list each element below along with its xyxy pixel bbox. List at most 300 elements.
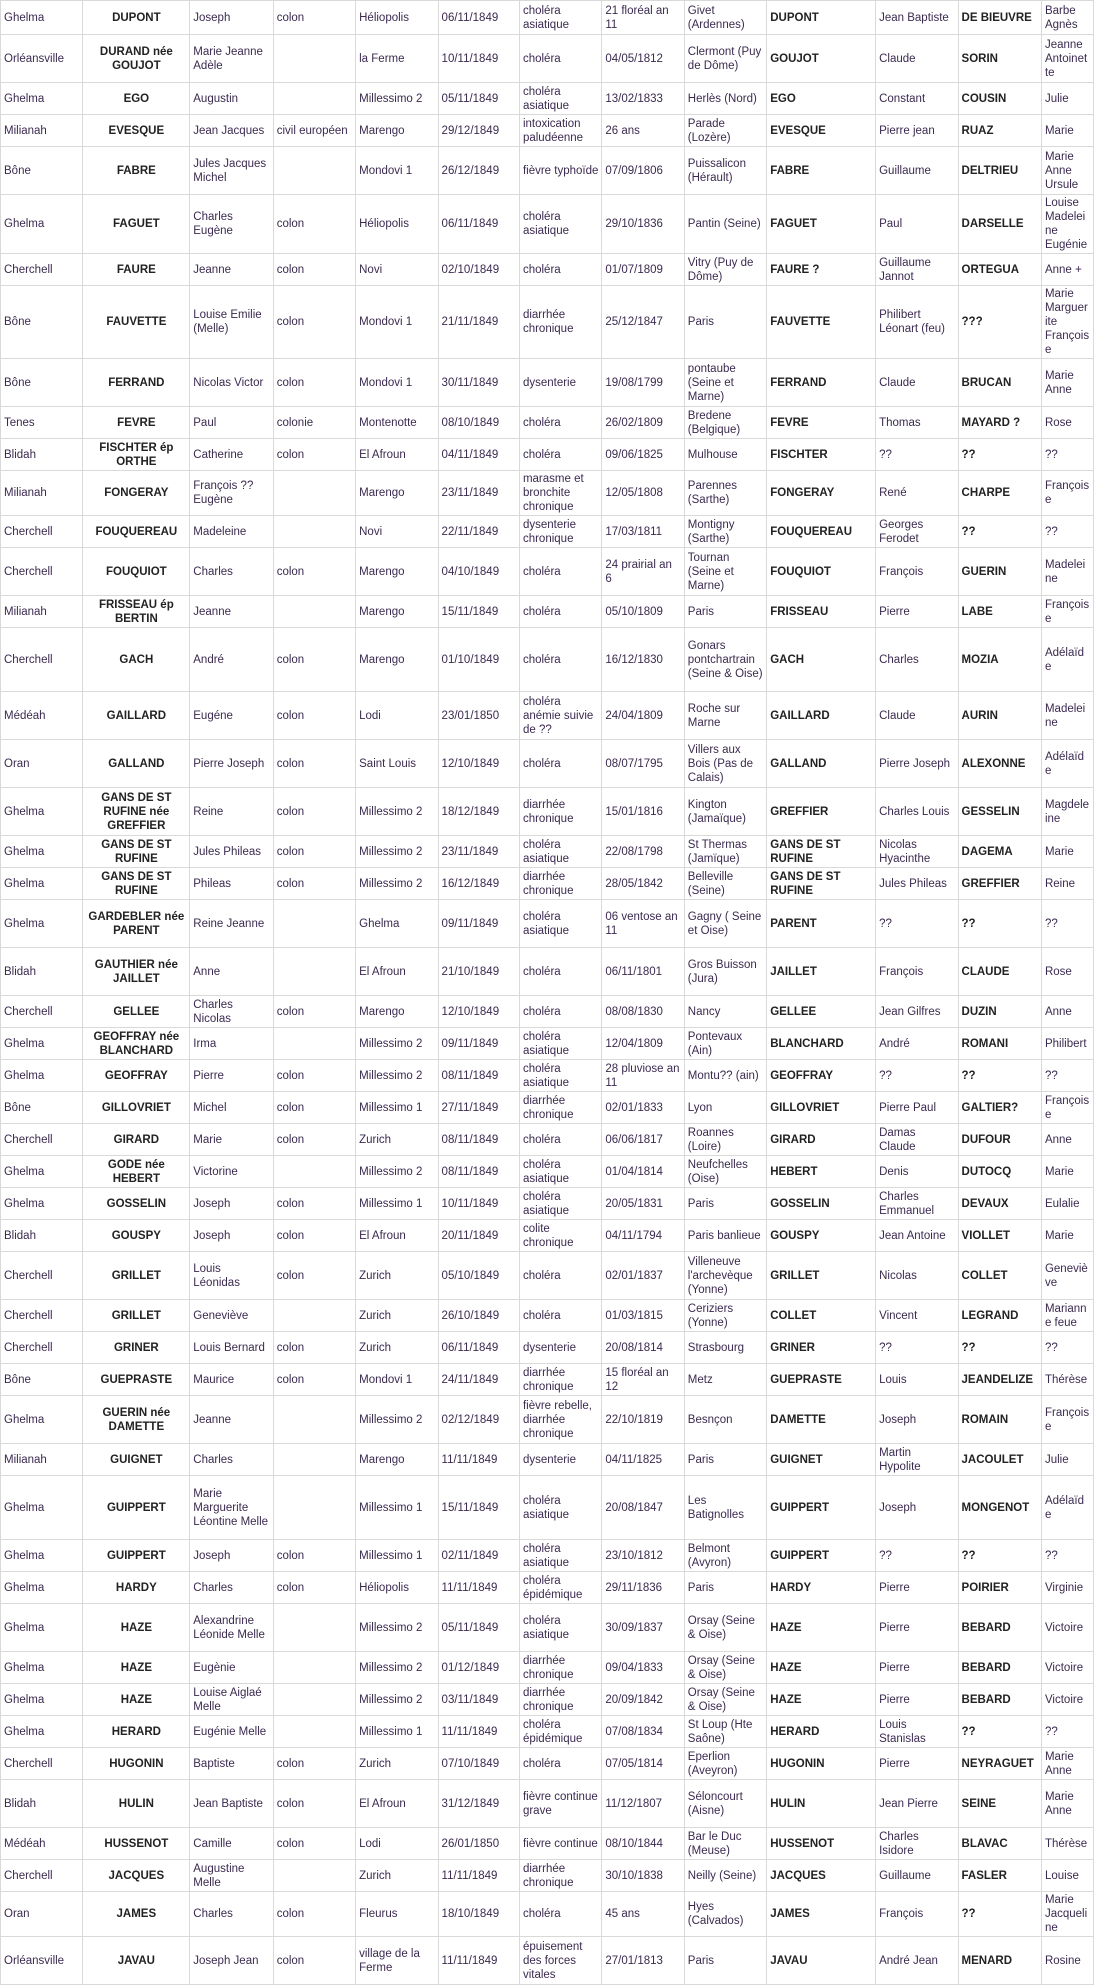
mother-first-name-cell: Barbe Agnès — [1041, 1, 1093, 35]
death-date-cell: 30/11/1849 — [438, 359, 519, 407]
mother-first-name-cell: Adélaïde — [1041, 628, 1093, 692]
birth-place-cell: Roche sur Marne — [684, 692, 766, 740]
death-date-cell: 05/10/1849 — [438, 1252, 519, 1300]
village-cell: Marengo — [356, 628, 438, 692]
status-cell — [273, 1684, 355, 1716]
death-date-cell: 26/12/1849 — [438, 147, 519, 195]
status-cell: colon — [273, 1572, 355, 1604]
mother-surname-cell: COUSIN — [958, 83, 1041, 115]
death-date-cell: 26/10/1849 — [438, 1300, 519, 1332]
death-date-cell: 10/11/1849 — [438, 1188, 519, 1220]
father-first-name-cell: Claude — [876, 692, 958, 740]
father-first-name-cell: Joseph — [876, 1476, 958, 1540]
mother-surname-cell: BEBARD — [958, 1684, 1041, 1716]
birth-place-cell: St Loup (Hte Saône) — [684, 1716, 766, 1748]
status-cell: colon — [273, 628, 355, 692]
birth-place-cell: Orsay (Seine & Oise) — [684, 1684, 766, 1716]
father-first-name-cell: Pierre — [876, 1604, 958, 1652]
place-cell: Ghelma — [1, 1572, 83, 1604]
place-cell: Blidah — [1, 439, 83, 471]
first-name-cell: Eugéne — [190, 692, 273, 740]
surname-cell: FISCHTER ép ORTHE — [83, 439, 190, 471]
first-name-cell: Marie Jeanne Adèle — [190, 35, 273, 83]
surname-cell: JACQUES — [83, 1860, 190, 1892]
mother-first-name-cell: Anne — [1041, 996, 1093, 1028]
surname-cell: GANS DE ST RUFINE — [83, 868, 190, 900]
village-cell: Millessimo 1 — [356, 1540, 438, 1572]
village-cell: Zurich — [356, 1860, 438, 1892]
village-cell: Montenotte — [356, 407, 438, 439]
mother-first-name-cell: ?? — [1041, 439, 1093, 471]
village-cell: Novi — [356, 254, 438, 286]
birth-place-cell: Paris — [684, 1188, 766, 1220]
village-cell: Millessimo 2 — [356, 836, 438, 868]
status-cell — [273, 1396, 355, 1444]
table-row — [1, 1, 1094, 35]
mother-surname-cell: BEBARD — [958, 1652, 1041, 1684]
mother-surname-cell: ?? — [958, 1540, 1041, 1572]
birth-place-cell: pontaube (Seine et Marne) — [684, 359, 766, 407]
table-row — [1, 516, 1094, 548]
birth-place-cell: Mulhouse — [684, 439, 766, 471]
cause-cell: diarrhée chronique — [519, 788, 601, 836]
village-cell: village de la Ferme — [356, 1937, 438, 1985]
register-rows — [1, 1, 1094, 1985]
death-date-cell: 02/10/1849 — [438, 254, 519, 286]
birth-place-cell: Belmont (Avyron) — [684, 1540, 766, 1572]
father-first-name-cell: Georges Ferodet — [876, 516, 958, 548]
mother-surname-cell: MENARD — [958, 1937, 1041, 1985]
mother-first-name-cell: Victoire — [1041, 1652, 1093, 1684]
mother-first-name-cell: Marie Anne — [1041, 1748, 1093, 1780]
mother-surname-cell: DEVAUX — [958, 1188, 1041, 1220]
mother-surname-cell: BEBARD — [958, 1604, 1041, 1652]
first-name-cell: Charles Nicolas — [190, 996, 273, 1028]
cause-cell: dysenterie — [519, 359, 601, 407]
table-row — [1, 596, 1094, 628]
cause-cell: choléra asiatique — [519, 1604, 601, 1652]
birth-place-cell: Vitry (Puy de Dôme) — [684, 254, 766, 286]
table-row — [1, 1332, 1094, 1364]
father-first-name-cell: Jean Gilfres — [876, 996, 958, 1028]
mother-surname-cell: NEYRAGUET — [958, 1748, 1041, 1780]
father-surname-cell: DAMETTE — [767, 1396, 876, 1444]
table-row — [1, 1444, 1094, 1476]
first-name-cell: Pierre Joseph — [190, 740, 273, 788]
place-cell: Bône — [1, 1092, 83, 1124]
mother-first-name-cell: Rose — [1041, 948, 1093, 996]
first-name-cell: Charles — [190, 1444, 273, 1476]
birth-date-cell: 09/06/1825 — [602, 439, 684, 471]
birth-date-cell: 15 floréal an 12 — [602, 1364, 684, 1396]
place-cell: Blidah — [1, 948, 83, 996]
table-row — [1, 1716, 1094, 1748]
father-first-name-cell: Claude — [876, 359, 958, 407]
village-cell: Fleurus — [356, 1892, 438, 1937]
father-surname-cell: HUSSENOT — [767, 1828, 876, 1860]
death-date-cell: 22/11/1849 — [438, 516, 519, 548]
mother-first-name-cell: Thérèse — [1041, 1364, 1093, 1396]
village-cell: Lodi — [356, 1828, 438, 1860]
surname-cell: GANS DE ST RUFINE — [83, 836, 190, 868]
death-date-cell: 24/11/1849 — [438, 1364, 519, 1396]
father-first-name-cell: Charles Isidore — [876, 1828, 958, 1860]
surname-cell: GIRARD — [83, 1124, 190, 1156]
father-surname-cell: HUGONIN — [767, 1748, 876, 1780]
father-surname-cell: COLLET — [767, 1300, 876, 1332]
father-surname-cell: GACH — [767, 628, 876, 692]
first-name-cell: François ?? Eugène — [190, 471, 273, 516]
village-cell: Millessimo 2 — [356, 1396, 438, 1444]
cause-cell: dysenterie — [519, 1444, 601, 1476]
place-cell: Orléansville — [1, 1937, 83, 1985]
first-name-cell: Louise Emilie (Melle) — [190, 286, 273, 359]
surname-cell: JAMES — [83, 1892, 190, 1937]
status-cell: colon — [273, 1124, 355, 1156]
place-cell: Cherchell — [1, 1252, 83, 1300]
village-cell: Mondovi 1 — [356, 359, 438, 407]
father-first-name-cell: Jean Antoine — [876, 1220, 958, 1252]
birth-date-cell: 26 ans — [602, 115, 684, 147]
place-cell: Orléansville — [1, 35, 83, 83]
father-surname-cell: GUIGNET — [767, 1444, 876, 1476]
table-row — [1, 836, 1094, 868]
surname-cell: GAILLARD — [83, 692, 190, 740]
status-cell — [273, 35, 355, 83]
mother-first-name-cell: Philibert — [1041, 1028, 1093, 1060]
cause-cell: fièvre continue grave — [519, 1780, 601, 1828]
place-cell: Ghelma — [1, 1396, 83, 1444]
father-surname-cell: HERARD — [767, 1716, 876, 1748]
mother-first-name-cell: Adélaïde — [1041, 1476, 1093, 1540]
table-row — [1, 1780, 1094, 1828]
table-row — [1, 195, 1094, 254]
birth-date-cell: 07/05/1814 — [602, 1748, 684, 1780]
status-cell — [273, 1156, 355, 1188]
cause-cell: dysenterie chronique — [519, 516, 601, 548]
father-first-name-cell: Pierre Paul — [876, 1092, 958, 1124]
birth-date-cell: 12/04/1809 — [602, 1028, 684, 1060]
birth-date-cell: 07/09/1806 — [602, 147, 684, 195]
surname-cell: GANS DE ST RUFINE née GREFFIER — [83, 788, 190, 836]
mother-surname-cell: BLAVAC — [958, 1828, 1041, 1860]
mother-first-name-cell: ?? — [1041, 1332, 1093, 1364]
table-row — [1, 1028, 1094, 1060]
birth-place-cell: Neufchelles (Oise) — [684, 1156, 766, 1188]
birth-place-cell: Parennes (Sarthe) — [684, 471, 766, 516]
cause-cell: épuisement des forces vitales — [519, 1937, 601, 1985]
birth-place-cell: Metz — [684, 1364, 766, 1396]
first-name-cell: Jeanne — [190, 596, 273, 628]
mother-surname-cell: DARSELLE — [958, 195, 1041, 254]
death-date-cell: 21/11/1849 — [438, 286, 519, 359]
place-cell: Milianah — [1, 1444, 83, 1476]
birth-place-cell: Séloncourt (Aisne) — [684, 1780, 766, 1828]
birth-place-cell: Gros Buisson (Jura) — [684, 948, 766, 996]
place-cell: Bône — [1, 147, 83, 195]
mother-surname-cell: ?? — [958, 900, 1041, 948]
first-name-cell: Paul — [190, 407, 273, 439]
table-row — [1, 948, 1094, 996]
table-row — [1, 1364, 1094, 1396]
village-cell: Mondovi 1 — [356, 286, 438, 359]
mother-first-name-cell: Rosine — [1041, 1937, 1093, 1985]
table-row — [1, 1476, 1094, 1540]
status-cell: colon — [273, 195, 355, 254]
mother-first-name-cell: Françoise — [1041, 1092, 1093, 1124]
first-name-cell: Madeleine — [190, 516, 273, 548]
cause-cell: diarrhée chronique — [519, 286, 601, 359]
father-surname-cell: GELLEE — [767, 996, 876, 1028]
first-name-cell: Jules Jacques Michel — [190, 147, 273, 195]
birth-date-cell: 17/03/1811 — [602, 516, 684, 548]
status-cell: colon — [273, 1748, 355, 1780]
birth-place-cell: Bar le Duc (Meuse) — [684, 1828, 766, 1860]
birth-place-cell: Montigny (Sarthe) — [684, 516, 766, 548]
death-date-cell: 04/10/1849 — [438, 548, 519, 596]
mother-surname-cell: ALEXONNE — [958, 740, 1041, 788]
village-cell: Millessimo 1 — [356, 1092, 438, 1124]
father-surname-cell: FOUQUIOT — [767, 548, 876, 596]
village-cell: Marengo — [356, 548, 438, 596]
father-surname-cell: GALLAND — [767, 740, 876, 788]
mother-surname-cell: ?? — [958, 1060, 1041, 1092]
death-date-cell: 05/11/1849 — [438, 1604, 519, 1652]
village-cell: Millessimo 2 — [356, 1652, 438, 1684]
surname-cell: HAZE — [83, 1652, 190, 1684]
first-name-cell: Joseph — [190, 1188, 273, 1220]
birth-date-cell: 21 floréal an 11 — [602, 1, 684, 35]
first-name-cell: Jeanne — [190, 1396, 273, 1444]
surname-cell: GELLEE — [83, 996, 190, 1028]
birth-date-cell: 02/01/1833 — [602, 1092, 684, 1124]
surname-cell: DUPONT — [83, 1, 190, 35]
cause-cell: choléra asiatique — [519, 1156, 601, 1188]
place-cell: Ghelma — [1, 1604, 83, 1652]
cause-cell: diarrhée chronique — [519, 1684, 601, 1716]
surname-cell: GARDEBLER née PARENT — [83, 900, 190, 948]
birth-place-cell: Givet (Ardennes) — [684, 1, 766, 35]
surname-cell: HERARD — [83, 1716, 190, 1748]
father-surname-cell: EVESQUE — [767, 115, 876, 147]
status-cell: colon — [273, 1252, 355, 1300]
cause-cell: choléra asiatique — [519, 836, 601, 868]
table-row — [1, 996, 1094, 1028]
table-row — [1, 548, 1094, 596]
death-date-cell: 11/11/1849 — [438, 1860, 519, 1892]
birth-date-cell: 01/07/1809 — [602, 254, 684, 286]
cause-cell: choléra — [519, 439, 601, 471]
first-name-cell: Maurice — [190, 1364, 273, 1396]
father-surname-cell: FABRE — [767, 147, 876, 195]
father-first-name-cell: Charles — [876, 628, 958, 692]
first-name-cell: Joseph — [190, 1, 273, 35]
birth-date-cell: 19/08/1799 — [602, 359, 684, 407]
father-first-name-cell: Pierre jean — [876, 115, 958, 147]
cause-cell: choléra asiatique — [519, 900, 601, 948]
father-first-name-cell: Louis — [876, 1364, 958, 1396]
mother-surname-cell: ORTEGUA — [958, 254, 1041, 286]
father-first-name-cell: Pierre — [876, 1572, 958, 1604]
father-first-name-cell: ?? — [876, 439, 958, 471]
table-row — [1, 1748, 1094, 1780]
death-date-cell: 09/11/1849 — [438, 1028, 519, 1060]
father-first-name-cell: François — [876, 948, 958, 996]
place-cell: Cherchell — [1, 1124, 83, 1156]
surname-cell: GRILLET — [83, 1300, 190, 1332]
place-cell: Cherchell — [1, 1300, 83, 1332]
father-surname-cell: GAILLARD — [767, 692, 876, 740]
death-date-cell: 16/12/1849 — [438, 868, 519, 900]
mother-first-name-cell: Reine — [1041, 868, 1093, 900]
birth-date-cell: 04/11/1794 — [602, 1220, 684, 1252]
death-date-cell: 26/01/1850 — [438, 1828, 519, 1860]
status-cell: colon — [273, 1092, 355, 1124]
place-cell: Ghelma — [1, 1060, 83, 1092]
cause-cell: choléra asiatique — [519, 83, 601, 115]
father-surname-cell: JACQUES — [767, 1860, 876, 1892]
father-first-name-cell: Nicolas Hyacinthe — [876, 836, 958, 868]
village-cell: Zurich — [356, 1252, 438, 1300]
cause-cell: choléra asiatique — [519, 195, 601, 254]
birth-date-cell: 13/02/1833 — [602, 83, 684, 115]
mother-first-name-cell: ?? — [1041, 1540, 1093, 1572]
surname-cell: FERRAND — [83, 359, 190, 407]
mother-first-name-cell: Jeanne Antoinette — [1041, 35, 1093, 83]
birth-date-cell: 20/08/1847 — [602, 1476, 684, 1540]
mother-first-name-cell: Victoire — [1041, 1684, 1093, 1716]
father-first-name-cell: Claude — [876, 35, 958, 83]
table-row — [1, 692, 1094, 740]
surname-cell: GACH — [83, 628, 190, 692]
table-row — [1, 1540, 1094, 1572]
status-cell: colon — [273, 868, 355, 900]
father-surname-cell: HAZE — [767, 1604, 876, 1652]
surname-cell: FEVRE — [83, 407, 190, 439]
first-name-cell: Louis Léonidas — [190, 1252, 273, 1300]
death-date-cell: 15/11/1849 — [438, 596, 519, 628]
place-cell: Tenes — [1, 407, 83, 439]
mother-surname-cell: ?? — [958, 439, 1041, 471]
death-date-cell: 01/10/1849 — [438, 628, 519, 692]
mother-surname-cell: JACOULET — [958, 1444, 1041, 1476]
first-name-cell: Reine — [190, 788, 273, 836]
father-surname-cell: FAGUET — [767, 195, 876, 254]
birth-place-cell: Paris — [684, 596, 766, 628]
table-row — [1, 1396, 1094, 1444]
status-cell — [273, 1300, 355, 1332]
surname-cell: GOSSELIN — [83, 1188, 190, 1220]
father-first-name-cell: Denis — [876, 1156, 958, 1188]
cause-cell: choléra épidémique — [519, 1716, 601, 1748]
father-surname-cell: GILLOVRIET — [767, 1092, 876, 1124]
father-first-name-cell: Constant — [876, 83, 958, 115]
birth-date-cell: 25/12/1847 — [602, 286, 684, 359]
first-name-cell: Eugènie — [190, 1652, 273, 1684]
birth-place-cell: Paris — [684, 286, 766, 359]
table-row — [1, 788, 1094, 836]
mother-first-name-cell: ?? — [1041, 1060, 1093, 1092]
village-cell: Millessimo 2 — [356, 1060, 438, 1092]
death-date-cell: 29/12/1849 — [438, 115, 519, 147]
first-name-cell: André — [190, 628, 273, 692]
father-surname-cell: GUIPPERT — [767, 1476, 876, 1540]
father-first-name-cell: Louis Stanislas — [876, 1716, 958, 1748]
mother-surname-cell: MONGENOT — [958, 1476, 1041, 1540]
mother-surname-cell: LABE — [958, 596, 1041, 628]
surname-cell: EGO — [83, 83, 190, 115]
father-surname-cell: FONGERAY — [767, 471, 876, 516]
village-cell: Zurich — [356, 1332, 438, 1364]
table-row — [1, 1188, 1094, 1220]
village-cell: El Afroun — [356, 1220, 438, 1252]
cause-cell: choléra — [519, 254, 601, 286]
father-surname-cell: GOSSELIN — [767, 1188, 876, 1220]
first-name-cell: Alexandrine Léonide Melle — [190, 1604, 273, 1652]
death-date-cell: 06/11/1849 — [438, 1, 519, 35]
mother-surname-cell: ?? — [958, 1892, 1041, 1937]
mother-first-name-cell: Marie — [1041, 1156, 1093, 1188]
father-surname-cell: HULIN — [767, 1780, 876, 1828]
status-cell: colon — [273, 996, 355, 1028]
father-surname-cell: HAZE — [767, 1684, 876, 1716]
village-cell: Millessimo 1 — [356, 1716, 438, 1748]
surname-cell: GRILLET — [83, 1252, 190, 1300]
death-date-cell: 08/11/1849 — [438, 1156, 519, 1188]
birth-date-cell: 45 ans — [602, 1892, 684, 1937]
father-first-name-cell: Pierre — [876, 1652, 958, 1684]
mother-first-name-cell: Julie — [1041, 1444, 1093, 1476]
surname-cell: FOUQUIOT — [83, 548, 190, 596]
first-name-cell: Charles — [190, 1892, 273, 1937]
father-first-name-cell: ?? — [876, 1332, 958, 1364]
status-cell — [273, 1476, 355, 1540]
table-row — [1, 1252, 1094, 1300]
birth-place-cell: Hyes (Calvados) — [684, 1892, 766, 1937]
cause-cell: choléra asiatique — [519, 1060, 601, 1092]
father-first-name-cell: René — [876, 471, 958, 516]
status-cell: colon — [273, 788, 355, 836]
table-row — [1, 1092, 1094, 1124]
birth-place-cell: Nancy — [684, 996, 766, 1028]
table-row — [1, 628, 1094, 692]
status-cell: colon — [273, 254, 355, 286]
mother-surname-cell: MAYARD ? — [958, 407, 1041, 439]
birth-date-cell: 28/05/1842 — [602, 868, 684, 900]
first-name-cell: Louise Aiglaé Melle — [190, 1684, 273, 1716]
status-cell — [273, 1860, 355, 1892]
cause-cell: choléra — [519, 1252, 601, 1300]
place-cell: Ghelma — [1, 788, 83, 836]
table-row — [1, 1156, 1094, 1188]
mother-surname-cell: JEANDELIZE — [958, 1364, 1041, 1396]
cause-cell: marasme et bronchite chronique — [519, 471, 601, 516]
death-date-cell: 02/12/1849 — [438, 1396, 519, 1444]
place-cell: Milianah — [1, 471, 83, 516]
father-surname-cell: GRILLET — [767, 1252, 876, 1300]
death-date-cell: 15/11/1849 — [438, 1476, 519, 1540]
first-name-cell: Victorine — [190, 1156, 273, 1188]
father-first-name-cell: François — [876, 548, 958, 596]
father-first-name-cell: Martin Hypolite — [876, 1444, 958, 1476]
village-cell: El Afroun — [356, 948, 438, 996]
mother-first-name-cell: ?? — [1041, 1716, 1093, 1748]
mother-first-name-cell: Madeleine — [1041, 548, 1093, 596]
status-cell: colon — [273, 1, 355, 35]
mother-surname-cell: DELTRIEU — [958, 147, 1041, 195]
father-surname-cell: FEVRE — [767, 407, 876, 439]
birth-place-cell: Gonars pontchartrain (Seine & Oise) — [684, 628, 766, 692]
